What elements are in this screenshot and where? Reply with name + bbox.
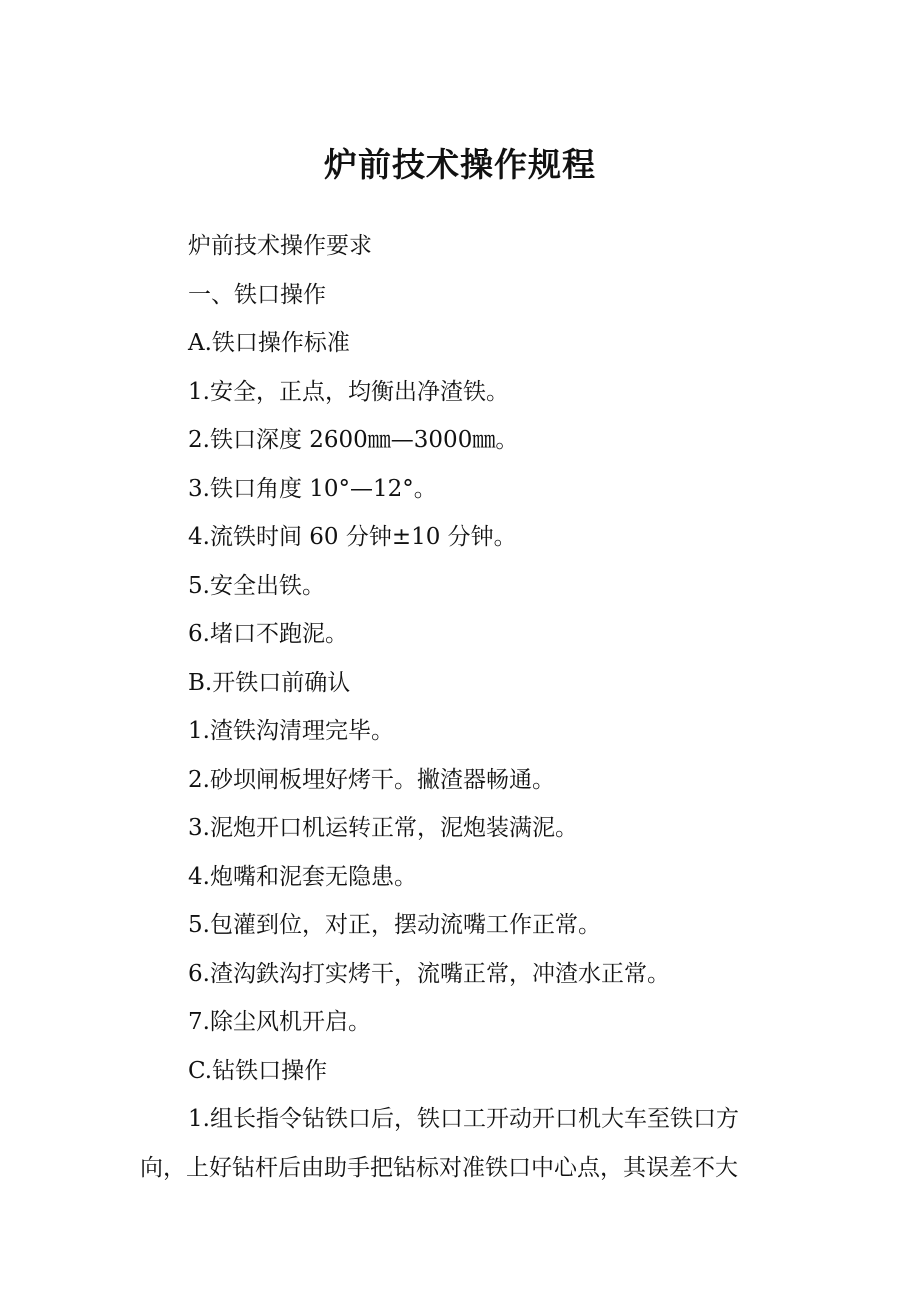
section-heading: 一、铁口操作 [188,281,326,308]
paragraph-line: 炉前技术操作要求 [188,233,372,259]
list-item: 4.流铁时间 60 分钟±10 分钟。 [188,524,517,550]
list-item: 3.泥炮开口机运转正常，泥炮装满泥。 [188,815,578,841]
list-item: 4.炮嘴和泥套无隐患。 [188,863,417,890]
list-item: 7.除尘风机开启。 [188,1009,371,1035]
paragraph-line: 1.组长指令钻铁口后，铁口工开动开口机大车至铁口方 [188,1106,739,1132]
subsection-heading: A.铁口操作标准 [188,330,350,356]
list-item: 1.渣铁沟清理完毕。 [188,718,394,744]
paragraph-line: 向，上好钻杆后由助手把钻标对准铁口中心点，其误差不大 [140,1154,738,1181]
list-item: 2.砂坝闸板埋好烤干。撇渣器畅通。 [188,766,555,793]
list-item: 1.安全，正点，均衡出净渣铁。 [188,378,509,405]
list-item: 6.渣沟鉄沟打实烤干，流嘴正常，冲渣水正常。 [188,960,670,987]
list-item: 5.安全出铁。 [188,572,325,599]
page-title: 炉前技术操作规程 [324,145,596,184]
subsection-heading: B.开铁口前确认 [188,669,351,696]
list-item: 6.堵口不跑泥。 [188,621,348,647]
list-item: 2.铁口深度 2600㎜—3000㎜。 [188,427,519,453]
list-item: 5.包灌到位，对正，摆动流嘴工作正常。 [188,912,601,938]
list-item: 3.铁口角度 10°—12°。 [188,475,437,502]
document-body [140,222,800,1192]
subsection-heading: C.钻铁口操作 [188,1057,328,1084]
